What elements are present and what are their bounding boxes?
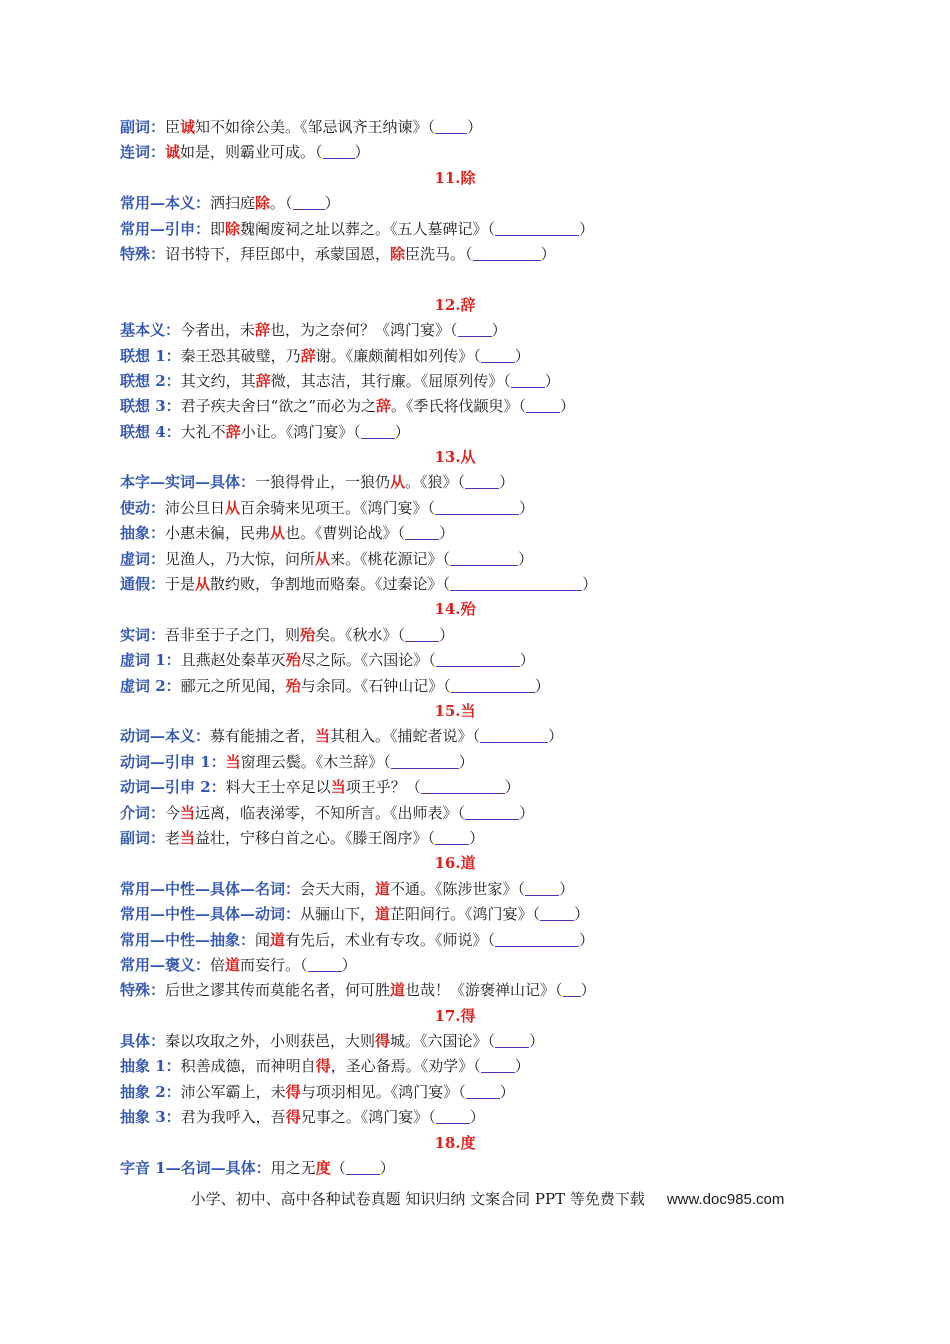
entry-close: ） — [469, 1108, 485, 1127]
entry-text: 君子疾夫舍曰“欲之”而必为之 — [180, 397, 377, 416]
entry-text: ，圣心备焉。《劝学》（ — [330, 1057, 481, 1076]
section-heading: 17.得 — [434, 1006, 476, 1025]
entry-label: 字音 1—名词—具体： — [120, 1159, 271, 1178]
entry-text: 来。《桃花源记》（ — [330, 549, 451, 568]
answer-blank[interactable] — [465, 803, 519, 820]
answer-blank[interactable] — [526, 396, 560, 413]
blank-line — [120, 267, 840, 292]
entry-close: ） — [544, 371, 560, 390]
entry-text: 其租入。《捕蛇者说》（ — [330, 727, 481, 746]
entry-label: 虚词 2： — [120, 676, 181, 695]
key-character: 除 — [390, 244, 406, 263]
entry-text: 诏书特下，拜臣郎中，承蒙国恩， — [165, 244, 391, 263]
entry-text: 从骊山下， — [300, 905, 376, 924]
example-entry — [120, 242, 840, 267]
example-entry — [120, 978, 840, 1003]
entry-text: 益壮，宁移白首之心。《滕王阁序》（ — [195, 828, 436, 847]
key-character: 殆 — [285, 651, 301, 670]
answer-blank[interactable] — [323, 142, 355, 159]
entry-text: 臣洗马。（ — [405, 244, 473, 263]
entry-label: 副词： — [120, 118, 166, 136]
entry-label: 具体： — [120, 1032, 166, 1051]
key-character: 辞 — [255, 321, 271, 340]
footer-website[interactable]: www.doc985.com — [666, 1191, 785, 1208]
answer-blank[interactable] — [391, 752, 459, 769]
entry-label: 动词—引申 2： — [120, 778, 226, 797]
entry-text: 尽之际。《六国论》（ — [300, 651, 436, 670]
entry-text: 百余骑来见项王。《鸿门宴》（ — [240, 498, 436, 517]
entry-label: 联想 3： — [120, 397, 181, 416]
entry-text: 小惠未徧，民弗 — [165, 524, 271, 543]
example-entry — [120, 496, 840, 521]
entry-text: 魏阉废祠之址以葬之。《五人墓碑记》（ — [240, 219, 496, 238]
entry-text: 知不如徐公美。《邹忌讽齐王纳谏》（ — [195, 118, 436, 136]
entry-text: 。《季氏将伐颛臾》（ — [391, 397, 527, 416]
entry-text: 远离，临表涕零，不知所言。《出师表》（ — [195, 803, 466, 822]
answer-blank[interactable] — [450, 574, 582, 591]
example-entry — [120, 115, 840, 140]
key-character: 道 — [270, 930, 286, 949]
entry-label: 虚词： — [120, 549, 166, 568]
entry-text: 且燕赵处秦革灭 — [180, 651, 286, 670]
example-entry — [120, 801, 840, 826]
key-character: 辞 — [376, 397, 392, 416]
entry-label: 常用—中性—具体—名词： — [120, 879, 301, 898]
entry-text: 散约败，争割地而赂秦。《过秦论》（ — [210, 575, 451, 594]
example-entry — [120, 140, 840, 165]
key-character: 得 — [285, 1082, 301, 1101]
entry-label: 本字—实词—具体： — [120, 473, 256, 492]
entry-label: 特殊： — [120, 981, 166, 1000]
example-entry — [120, 775, 840, 800]
key-character: 道 — [375, 879, 391, 898]
entry-close: ） — [540, 244, 556, 263]
key-character: 除 — [225, 219, 241, 238]
answer-blank[interactable] — [293, 193, 325, 210]
example-entry — [120, 1156, 840, 1181]
example-entry — [120, 1105, 840, 1130]
entry-close: ） — [519, 498, 535, 517]
answer-blank[interactable] — [481, 1056, 515, 1073]
answer-blank[interactable] — [495, 219, 579, 236]
entry-text: 大礼不 — [180, 422, 226, 441]
entry-label: 联想 4： — [120, 422, 181, 441]
example-entry — [120, 750, 840, 775]
example-entry — [120, 369, 840, 394]
example-entry — [120, 470, 840, 495]
entry-close: ） — [534, 676, 550, 695]
entry-close: ） — [518, 549, 534, 568]
entry-text: 吾非至于子之门，则 — [165, 625, 301, 644]
entry-close: ） — [579, 930, 595, 949]
section-heading: 18.度 — [434, 1133, 476, 1152]
entry-label: 动词—引申 1： — [120, 752, 226, 771]
entry-text: 即 — [210, 219, 226, 238]
entry-text: 沛公旦日 — [165, 498, 226, 517]
entry-close: ） — [439, 625, 455, 644]
answer-blank[interactable] — [540, 904, 574, 921]
example-entry — [120, 318, 840, 343]
entry-text: 矣。《秋水》（ — [315, 625, 406, 644]
entry-close: ） — [580, 981, 596, 1000]
entry-label: 基本义： — [120, 321, 181, 340]
key-character: 当 — [180, 828, 196, 847]
entry-text: 窗理云鬓。《木兰辞》（ — [240, 752, 391, 771]
entry-text: 微，其志洁，其行廉。《屈原列传》（ — [270, 371, 511, 390]
entry-text: 其文约，其 — [180, 371, 256, 390]
entry-label: 联想 2： — [120, 371, 181, 390]
entry-close: ） — [519, 803, 535, 822]
entry-text: 城。《六国论》（ — [390, 1032, 496, 1051]
key-character: 除 — [255, 194, 271, 213]
key-character: 诚 — [180, 118, 196, 136]
example-entry — [120, 191, 840, 216]
key-character: 当 — [225, 752, 241, 771]
entry-close: ） — [560, 397, 576, 416]
entry-close: ） — [519, 651, 535, 670]
example-entry — [120, 547, 840, 572]
section-heading: 16.道 — [434, 854, 476, 873]
entry-text: 不通。《陈涉世家》（ — [390, 879, 526, 898]
entry-text: 而妄行。（ — [240, 955, 308, 974]
answer-blank[interactable] — [308, 955, 342, 972]
entry-text: 于是 — [165, 575, 196, 594]
entry-close: ） — [499, 1082, 515, 1101]
entry-label: 联想 1： — [120, 346, 181, 365]
key-character: 辞 — [255, 371, 271, 390]
entry-label: 介词： — [120, 803, 166, 822]
entry-text: 。（ — [270, 194, 293, 213]
answer-blank[interactable] — [346, 1158, 380, 1175]
answer-blank[interactable] — [361, 422, 395, 439]
entry-text: 老 — [165, 828, 181, 847]
answer-blank[interactable] — [495, 1031, 529, 1048]
example-entry — [120, 1054, 840, 1079]
document-body — [120, 115, 840, 1181]
entry-close: ） — [504, 778, 520, 797]
entry-text: （ — [330, 1159, 346, 1178]
entry-text: 也，为之奈何？《鸿门宴》（ — [270, 321, 458, 340]
answer-blank[interactable] — [466, 1082, 500, 1099]
answer-blank[interactable] — [421, 777, 505, 794]
example-entry — [120, 623, 840, 648]
entry-close: ） — [514, 346, 530, 365]
example-entry — [120, 953, 840, 978]
entry-text: 募有能捕之者， — [210, 727, 316, 746]
key-character: 辞 — [225, 422, 241, 441]
entry-text: 兄事之。《鸿门宴》（ — [300, 1108, 436, 1127]
footer-text: 小学、初中、高中各种试卷真题 知识归纳 文案合同 PPT 等免费下载 — [190, 1190, 645, 1208]
entry-text: 用之无 — [270, 1159, 316, 1178]
section-heading: 13.从 — [434, 448, 476, 467]
entry-close: ） — [499, 473, 515, 492]
entry-text: 料大王士卒足以 — [225, 778, 331, 797]
answer-blank[interactable] — [451, 676, 535, 693]
key-character: 从 — [225, 498, 241, 517]
key-character: 当 — [180, 803, 196, 822]
entry-text: 今 — [165, 803, 181, 822]
entry-text: 谢。《廉颇蔺相如列传》（ — [315, 346, 481, 365]
entry-text: 小让。《鸿门宴》（ — [240, 422, 361, 441]
example-entry — [120, 928, 840, 953]
entry-close: ） — [582, 575, 598, 594]
entry-close: ） — [379, 1159, 395, 1178]
entry-text: 闻 — [255, 930, 271, 949]
answer-blank[interactable] — [435, 828, 469, 845]
entry-close: ） — [529, 1032, 545, 1051]
example-entry — [120, 420, 840, 445]
entry-close: ） — [458, 752, 474, 771]
key-character: 从 — [195, 575, 211, 594]
answer-blank[interactable] — [436, 650, 520, 667]
entry-text: 秦以攻取之外，小则获邑，大则 — [165, 1032, 376, 1051]
example-entry — [120, 217, 840, 242]
entry-text: 也。《曹刿论战》（ — [285, 524, 406, 543]
entry-label: 抽象 3： — [120, 1108, 181, 1127]
entry-close: ） — [559, 879, 575, 898]
entry-text: 也哉！《游褒禅山记》（ — [405, 981, 563, 1000]
key-character: 诚 — [165, 143, 181, 162]
key-character: 得 — [285, 1108, 301, 1127]
entry-label: 实词： — [120, 625, 166, 644]
entry-label: 常用—引申： — [120, 219, 211, 238]
entry-text: 秦王恐其破璧，乃 — [180, 346, 301, 365]
entry-close: ） — [514, 1057, 530, 1076]
answer-blank[interactable] — [435, 498, 519, 515]
entry-label: 特殊： — [120, 244, 166, 263]
entry-close: ） — [467, 118, 483, 136]
answer-blank[interactable] — [511, 371, 545, 388]
entry-label: 常用—本义： — [120, 194, 211, 213]
example-entry — [120, 394, 840, 419]
entry-text: 如是，则霸业可成。（ — [180, 143, 323, 162]
key-character: 得 — [315, 1057, 331, 1076]
entry-text: 今者出，未 — [180, 321, 256, 340]
answer-blank[interactable] — [405, 523, 439, 540]
entry-text: 会天大雨， — [300, 879, 376, 898]
entry-label: 虚词 1： — [120, 651, 181, 670]
entry-text: 后世之谬其传而莫能名者，何可胜 — [165, 981, 391, 1000]
example-entry — [120, 572, 840, 597]
entry-text: 有先后，术业有专攻。《师说》（ — [285, 930, 496, 949]
entry-close: ） — [439, 524, 455, 543]
entry-close: ） — [324, 194, 340, 213]
entry-text: 倍 — [210, 955, 226, 974]
key-character: 从 — [390, 473, 406, 492]
entry-label: 常用—褒义： — [120, 955, 211, 974]
entry-close: ） — [341, 955, 357, 974]
section-heading: 14.殆 — [434, 600, 476, 619]
key-character: 殆 — [300, 625, 316, 644]
answer-blank[interactable] — [563, 980, 581, 997]
entry-label: 常用—中性—抽象： — [120, 930, 256, 949]
entry-label: 通假： — [120, 575, 166, 594]
key-character: 殆 — [285, 676, 301, 695]
answer-blank[interactable] — [525, 879, 559, 896]
entry-close: ） — [574, 905, 590, 924]
example-entry — [120, 648, 840, 673]
example-entry — [120, 344, 840, 369]
example-entry — [120, 902, 840, 927]
example-entry — [120, 674, 840, 699]
key-character: 道 — [225, 955, 241, 974]
entry-label: 连词： — [120, 143, 166, 162]
entry-label: 动词—本义： — [120, 727, 211, 746]
example-entry — [120, 877, 840, 902]
entry-close: ） — [579, 219, 595, 238]
entry-text: 与余同。《石钟山记》（ — [300, 676, 451, 695]
key-character: 从 — [315, 549, 331, 568]
entry-text: 沛公军霸上，未 — [180, 1082, 286, 1101]
key-character: 当 — [330, 778, 346, 797]
example-entry — [120, 724, 840, 749]
example-entry — [120, 521, 840, 546]
key-character: 度 — [315, 1159, 331, 1178]
entry-text: 臣 — [165, 118, 181, 136]
key-character: 道 — [390, 981, 406, 1000]
answer-blank[interactable] — [473, 244, 541, 261]
answer-blank[interactable] — [436, 1107, 470, 1124]
section-heading: 11.除 — [434, 168, 476, 187]
entry-text: 君为我呼入，吾 — [180, 1108, 286, 1127]
answer-blank[interactable] — [405, 625, 439, 642]
key-character: 辞 — [300, 346, 316, 365]
page-footer — [0, 1188, 950, 1209]
answer-blank[interactable] — [435, 117, 467, 134]
entry-text: 洒扫庭 — [210, 194, 256, 213]
answer-blank[interactable] — [450, 549, 518, 566]
entry-text: 项王乎？（ — [345, 778, 421, 797]
example-entry — [120, 1080, 840, 1105]
entry-text: 一狼得骨止，一狼仍 — [255, 473, 391, 492]
answer-blank[interactable] — [465, 472, 499, 489]
key-character: 从 — [270, 524, 286, 543]
entry-label: 副词： — [120, 828, 166, 847]
entry-text: 见渔人，乃大惊，问所 — [165, 549, 316, 568]
example-entry — [120, 826, 840, 851]
entry-text: 与项羽相见。《鸿门宴》（ — [300, 1082, 466, 1101]
section-heading: 15.当 — [434, 701, 476, 720]
key-character: 得 — [375, 1032, 391, 1051]
entry-close: ） — [394, 422, 410, 441]
entry-close: ） — [491, 321, 507, 340]
entry-text: 芷阳间行。《鸿门宴》（ — [390, 905, 541, 924]
entry-text: 。《狼》（ — [405, 473, 466, 492]
key-character: 当 — [315, 727, 331, 746]
answer-blank[interactable] — [480, 726, 548, 743]
entry-label: 抽象 1： — [120, 1057, 181, 1076]
entry-text: 积善成德，而神明自 — [180, 1057, 316, 1076]
entry-label: 抽象： — [120, 524, 166, 543]
answer-blank[interactable] — [481, 346, 515, 363]
answer-blank[interactable] — [495, 930, 579, 947]
key-character: 道 — [375, 905, 391, 924]
entry-close: ） — [469, 828, 485, 847]
entry-label: 常用—中性—具体—动词： — [120, 905, 301, 924]
entry-text: 郦元之所见闻， — [180, 676, 286, 695]
section-heading: 12.辞 — [434, 295, 476, 314]
example-entry — [120, 1029, 840, 1054]
entry-close: ） — [548, 727, 564, 746]
entry-label: 使动： — [120, 498, 166, 517]
entry-label: 抽象 2： — [120, 1082, 181, 1101]
answer-blank[interactable] — [458, 320, 492, 337]
entry-close: ） — [354, 143, 370, 162]
